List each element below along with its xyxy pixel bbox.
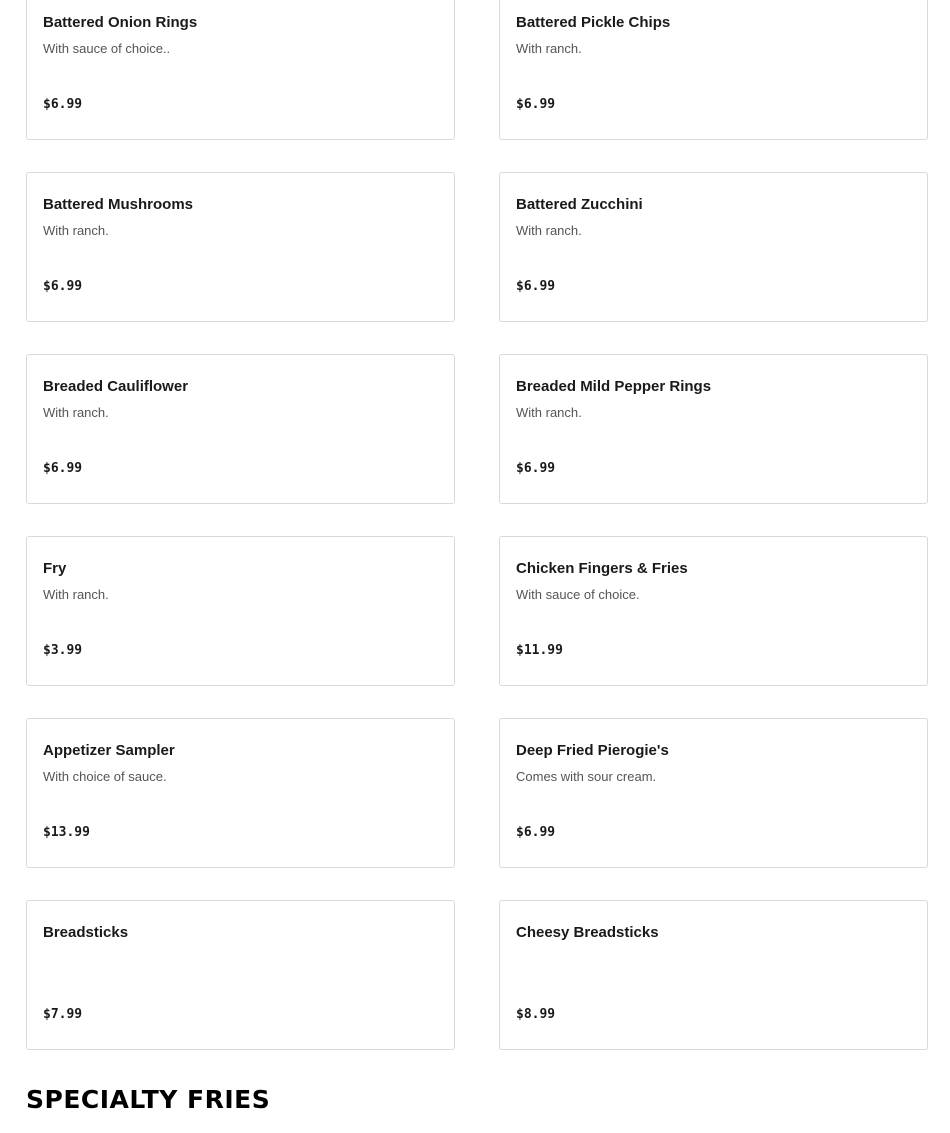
item-name: Chicken Fingers & Fries bbox=[516, 560, 688, 577]
item-price: $6.99 bbox=[516, 97, 556, 112]
menu-item-card[interactable] bbox=[26, 172, 455, 322]
item-price: $3.99 bbox=[43, 643, 83, 658]
item-description: Comes with sour cream. bbox=[516, 769, 657, 784]
item-name: Battered Mushrooms bbox=[43, 196, 194, 213]
menu-item-card[interactable] bbox=[499, 354, 928, 504]
item-description: With ranch. bbox=[43, 587, 109, 602]
section-heading-specialty-fries: SPECIALTY FRIES bbox=[26, 1085, 271, 1114]
item-price: $7.99 bbox=[43, 1007, 83, 1022]
menu-item-card[interactable] bbox=[499, 0, 928, 140]
item-name: Breadsticks bbox=[43, 924, 129, 941]
item-description: With ranch. bbox=[43, 223, 109, 238]
item-price: $6.99 bbox=[516, 279, 556, 294]
item-price: $11.99 bbox=[516, 643, 563, 658]
item-name: Breaded Mild Pepper Rings bbox=[516, 378, 712, 395]
item-price: $6.99 bbox=[516, 825, 556, 840]
item-description: With choice of sauce. bbox=[43, 769, 167, 784]
menu-item-card[interactable] bbox=[499, 172, 928, 322]
item-price: $6.99 bbox=[43, 279, 83, 294]
menu-item-card[interactable] bbox=[499, 900, 928, 1050]
item-price: $6.99 bbox=[516, 461, 556, 476]
item-name: Cheesy Breadsticks bbox=[516, 924, 659, 941]
item-name: Battered Zucchini bbox=[516, 196, 643, 213]
item-name: Battered Onion Rings bbox=[43, 14, 198, 31]
item-name: Battered Pickle Chips bbox=[516, 14, 671, 31]
item-price: $6.99 bbox=[43, 461, 83, 476]
menu-item-grid bbox=[26, 0, 928, 1050]
menu-item-card[interactable] bbox=[26, 0, 455, 140]
menu-item-card[interactable] bbox=[499, 536, 928, 686]
item-price: $13.99 bbox=[43, 825, 90, 840]
menu-item-card[interactable] bbox=[499, 718, 928, 868]
item-name: Breaded Cauliflower bbox=[43, 378, 189, 395]
item-description: With sauce of choice. bbox=[516, 587, 640, 602]
menu-item-card[interactable] bbox=[26, 718, 455, 868]
menu-item-card[interactable] bbox=[26, 900, 455, 1050]
item-description: With ranch. bbox=[516, 223, 582, 238]
item-description: With ranch. bbox=[43, 405, 109, 420]
item-description: With ranch. bbox=[516, 405, 582, 420]
item-name: Deep Fried Pierogie's bbox=[516, 742, 669, 759]
item-description: With ranch. bbox=[516, 41, 582, 56]
item-price: $8.99 bbox=[516, 1007, 556, 1022]
item-price: $6.99 bbox=[43, 97, 83, 112]
item-name: Fry bbox=[43, 560, 67, 577]
item-name: Appetizer Sampler bbox=[43, 742, 175, 759]
menu-item-card[interactable] bbox=[26, 536, 455, 686]
item-description: With sauce of choice.. bbox=[43, 41, 171, 56]
menu-item-card[interactable] bbox=[26, 354, 455, 504]
